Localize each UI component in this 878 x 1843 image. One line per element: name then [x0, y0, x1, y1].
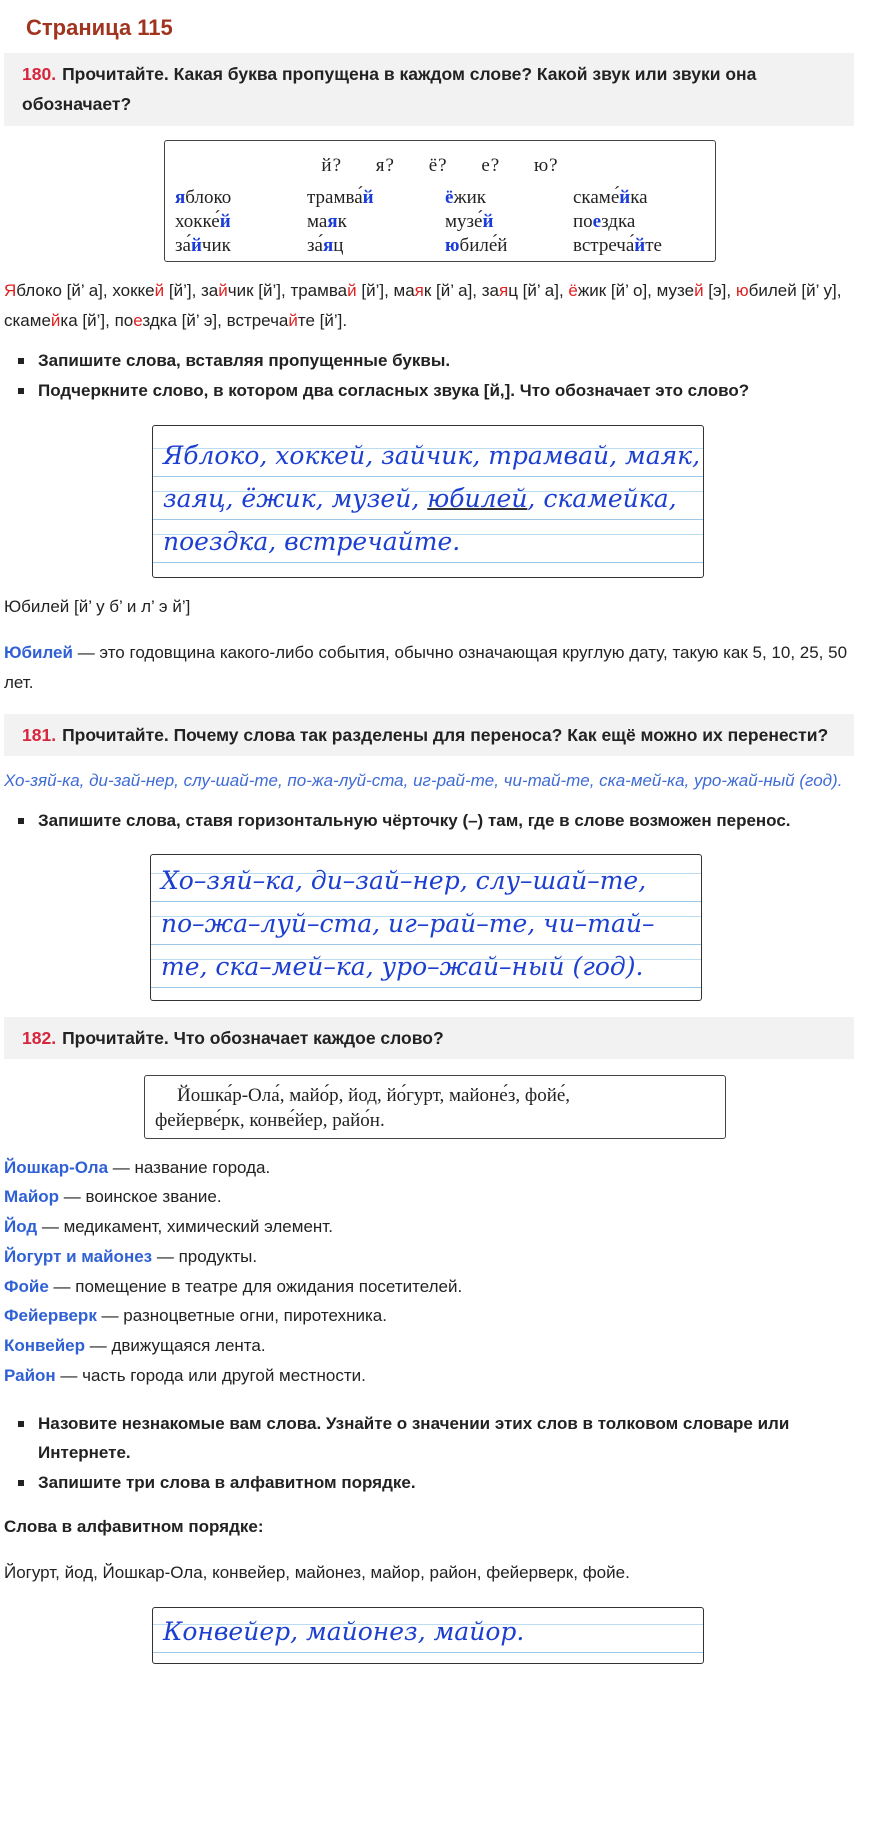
letter: я? — [375, 154, 395, 176]
word-item: маяк — [307, 210, 347, 232]
task-text: Прочитайте. Какая буква пропущена в каждом слове? Какой звук или звуки она обозначает? — [22, 63, 757, 115]
definitions-182 — [4, 1153, 854, 1391]
highlight-letter: й — [619, 187, 631, 209]
answer-text: к [й’ а], за — [423, 281, 499, 301]
highlight-letter: й — [634, 234, 646, 256]
bullet-item: Запишите слова, ставя горизонтальную чёрточку (–) там, где в слове возможен перенос. — [38, 806, 854, 836]
handwriting: Яблоко, хоккей, зайчик, трамвай, маяк, — [163, 441, 701, 471]
page-title: Страница 115 — [26, 15, 173, 40]
highlight-letter: я — [327, 210, 338, 232]
definition-180 — [4, 638, 854, 698]
notebook-line — [153, 434, 703, 477]
word-grid — [175, 186, 705, 257]
highlight-letter: е — [133, 311, 143, 331]
bullet-item: Назовите незнакомые вам слова. Узнайте о значении этих слов в толковом словаре или Интернете. — [38, 1409, 854, 1469]
answer-180 — [4, 276, 854, 336]
task-180-heading — [4, 53, 854, 126]
notebook-line — [151, 945, 701, 988]
def-text: — медикамент, химический элемент. — [37, 1217, 333, 1237]
bullet-list-180 — [4, 346, 854, 406]
def-word: Йод — [4, 1217, 38, 1237]
transcription: Юбилей [й’ у б’ и л’ э й’] — [4, 597, 191, 617]
def-text: — движущаяся лента. — [85, 1336, 266, 1356]
word-item: трамва́й — [307, 187, 374, 209]
task-number: 180. — [22, 63, 57, 84]
task-number: 182. — [22, 1027, 57, 1048]
highlight-letter: й — [218, 281, 228, 301]
notebook-line — [153, 520, 703, 563]
highlight-letter: я — [322, 234, 334, 256]
word-item: за́яц — [307, 234, 344, 256]
answer-text: жик [й’ о], музе — [577, 281, 695, 301]
notebook-182 — [152, 1607, 704, 1664]
task-number: 181. — [22, 724, 57, 745]
letter: ё? — [428, 154, 448, 176]
bullet-item: Запишите три слова в алфавитном порядке. — [38, 1468, 854, 1498]
box-line: Йошка́р-Ола́, майо́р, йод, йо́гурт, майоне́з, фойе́, — [177, 1085, 571, 1107]
def-text: — часть города или другой местности. — [55, 1365, 366, 1385]
alpha-heading: Слова в алфавитном порядке: — [4, 1516, 264, 1536]
task-text: Прочитайте. Что обозначает каждое слово? — [62, 1027, 444, 1048]
highlight-letter: я — [414, 281, 424, 301]
letter-header — [175, 149, 705, 182]
handwriting: по–жа–луй–ста, иг–рай–те, чи–тай– — [161, 908, 655, 938]
def-word: Фейерверк — [4, 1306, 97, 1326]
highlight-letter: Я — [4, 281, 17, 301]
highlight-letter: е — [592, 210, 602, 232]
word-item: за́йчик — [175, 234, 231, 256]
answer-text: ка [й’], по — [60, 311, 134, 331]
word-item: встреча́йте — [573, 234, 662, 256]
highlight-letter: й — [694, 281, 704, 301]
bullet-item: Запишите слова, вставляя пропущенные буквы. — [38, 346, 854, 376]
def-word: Йошкар-Ола — [4, 1157, 109, 1177]
notebook-line — [153, 1610, 703, 1653]
letter: й? — [321, 154, 343, 176]
def-text: — это годовщина какого-либо события, обычно означающая круглую дату, такую как 5, 10, 25, 50 лет. — [4, 643, 848, 692]
def-word: Майор — [4, 1187, 60, 1207]
highlight-letter: й — [190, 234, 202, 256]
definition-item — [4, 1212, 854, 1242]
answer-text: блоко [й’ а], хокке — [16, 281, 155, 301]
definition-item — [4, 1182, 854, 1212]
underlined-word: юбилей — [427, 484, 528, 514]
def-word: Юбилей — [4, 643, 73, 663]
highlight-letter: я — [175, 187, 186, 209]
word-item: музе́й — [445, 210, 494, 232]
words-181: Хо-зяй-ка, ди-зай-нер, слу-шай-те, по-жа-луй-ста, иг-рай-те, чи-тай-те, ска-мей-ка, уро-жай-ный (год). — [4, 771, 843, 791]
word-item: ёжик — [445, 187, 486, 209]
page — [0, 14, 854, 1664]
alpha-list: Йогурт, йод, Йошкар-Ола, конвейер, майонез, майор, район, фейерверк, фойе. — [4, 1562, 630, 1582]
def-word: Фойе — [4, 1276, 49, 1296]
def-text: — разноцветные огни, пиротехника. — [96, 1306, 387, 1326]
highlight-letter: й — [50, 311, 61, 331]
word-item: хокке́й — [175, 210, 231, 232]
word-item: поездка — [573, 210, 636, 232]
task-181-heading — [4, 714, 854, 757]
highlight-letter: й — [288, 311, 298, 331]
answer-text: [й’], ма — [356, 281, 415, 301]
highlight-letter: й — [219, 210, 231, 232]
handwriting — [163, 484, 677, 513]
definition-item — [4, 1361, 854, 1391]
def-word: Йогурт и майонез — [4, 1246, 153, 1266]
definition-item — [4, 1242, 854, 1272]
answer-text: [э], — [703, 281, 736, 301]
answer-text: те [й’]. — [297, 311, 348, 331]
highlight-letter: й — [154, 281, 165, 301]
highlight-letter: ё — [445, 187, 454, 209]
def-text: — помещение в театре для ожидания посетителей. — [48, 1276, 463, 1296]
handwriting-part: , скамейка, — [527, 484, 677, 514]
notebook-180 — [152, 425, 704, 578]
highlight-letter: й — [482, 210, 494, 232]
answer-text: [й’], за — [164, 281, 219, 301]
answer-text: здка [й’ э], встреча — [142, 311, 289, 331]
def-word: Конвейер — [4, 1336, 85, 1356]
highlight-letter: ю — [735, 281, 749, 301]
answer-text: чик [й’], трамва — [227, 281, 348, 301]
letter: е? — [481, 154, 501, 176]
task-text: Прочитайте. Почему слова так разделены для переноса? Как ещё можно их перенести? — [62, 724, 829, 745]
definition-item — [4, 1153, 854, 1183]
def-word: Район — [4, 1365, 56, 1385]
bullet-item: Подчеркните слово, в котором два согласных звука [й,]. Что обозначает это слово? — [38, 376, 854, 406]
notebook-line — [151, 902, 701, 945]
word-box-180 — [164, 140, 716, 263]
word-item: скаме́йка — [573, 187, 648, 209]
highlight-letter: й — [362, 187, 374, 209]
bullet-list-182 — [4, 1409, 854, 1498]
handwriting: те, ска–мей–ка, уро–жай–ный (год). — [161, 951, 644, 981]
word-item: яблоко — [175, 187, 232, 209]
letter: ю? — [533, 154, 559, 176]
notebook-line — [153, 477, 703, 520]
handwriting: Конвейер, майонез, майор. — [163, 1617, 525, 1647]
handwriting: Хо–зяй–ка, ди–зай–нер, слу–шай–те, — [161, 865, 647, 895]
word-box-182 — [144, 1075, 726, 1138]
handwriting: поездка, встречайте. — [163, 527, 461, 557]
highlight-letter: й — [347, 281, 357, 301]
notebook-181 — [150, 854, 702, 1001]
definition-item — [4, 1331, 854, 1361]
highlight-letter: ю — [445, 234, 460, 256]
def-text: — воинское звание. — [59, 1187, 222, 1207]
answer-text: билей [й’ у], скаме — [4, 281, 842, 331]
highlight-letter: я — [499, 281, 509, 301]
highlight-letter: ё — [568, 281, 578, 301]
answer-text: ц [й’ а], — [508, 281, 569, 301]
task-182-heading — [4, 1017, 854, 1060]
def-text: — продукты. — [152, 1246, 258, 1266]
box-line: фейерве́рк, конве́йер, райо́н. — [155, 1110, 385, 1132]
bullet-list-181 — [4, 806, 854, 836]
word-item: юбиле́й — [445, 234, 508, 256]
notebook-line — [151, 859, 701, 902]
handwriting-part: заяц, ёжик, музей, — [163, 484, 428, 514]
def-text: — название города. — [108, 1157, 271, 1177]
definition-item — [4, 1301, 854, 1331]
definition-item — [4, 1272, 854, 1302]
